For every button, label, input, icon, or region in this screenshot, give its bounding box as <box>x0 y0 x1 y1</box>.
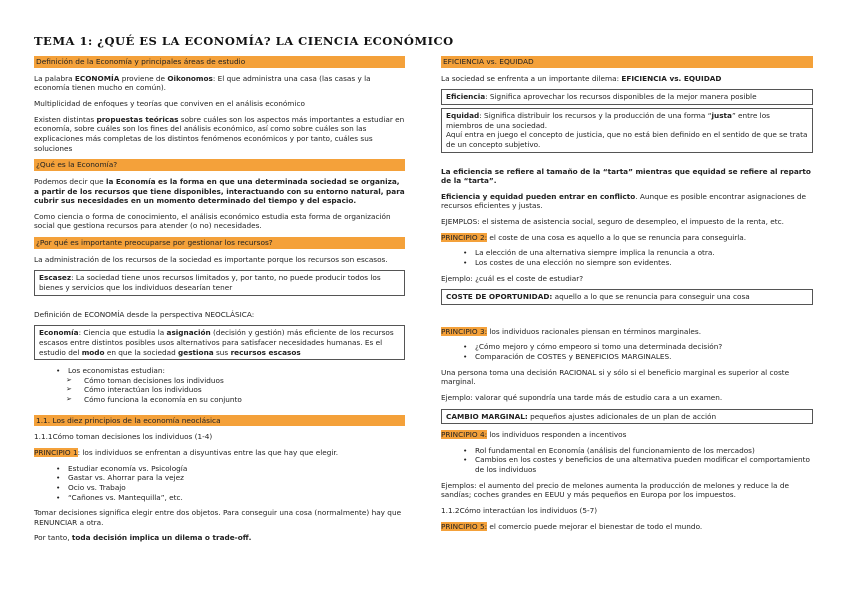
bold-text: gestiona <box>178 347 214 357</box>
list-item: • Rol fundamental en Economía (análisis del funcionamiento de los mercados) <box>463 446 813 456</box>
term: Eficiencia <box>446 92 486 102</box>
document-title: TEMA 1: ¿QUÉ ES LA ECONOMÍA? LA CIENCIA ECONÓMICO <box>34 34 454 48</box>
paragraph: Ejemplo: ¿cuál es el coste de estudiar? <box>441 273 584 283</box>
bold-text: justa <box>711 111 732 121</box>
text: Existen distintas <box>34 114 97 124</box>
text: . Aunque es posible encontrar asignaciones de recursos eficientes y justas. <box>441 191 806 211</box>
bold-text: asignación <box>166 328 211 338</box>
section-header: Definición de la Economía y principales áreas de estudio <box>34 56 405 68</box>
definition-box-escasez <box>34 270 405 295</box>
text: (decisión y gestión) más eficiente de los recursos escasos entre distintos posibles usos alternativos para satisfacer necesidades humanas. Es el estudio del <box>39 328 394 357</box>
definition-text: aquello a lo que se renuncia para conseguir una cosa <box>552 292 750 302</box>
paragraph <box>34 74 405 93</box>
text: el comercio puede mejorar el bienestar de todo el mundo. <box>487 521 703 531</box>
paragraph: La administración de los recursos de la sociedad es importante porque los recursos son escasos. <box>34 254 388 264</box>
definition-box-eficiencia <box>441 89 813 105</box>
text: : Significa distribuir los recursos y la producción de una forma “ <box>479 111 712 121</box>
list-item: • Cambios en los costes y beneficios de una alternativa pueden modificar el comportamiento de los individuos <box>463 455 813 474</box>
principle-1 <box>34 448 405 458</box>
list-item: • La elección de una alternativa siempre implica la renuncia a otra. <box>463 248 813 258</box>
principle-5 <box>441 522 813 532</box>
list-item: • Estudiar economía vs. Psicología <box>56 464 405 474</box>
list-item: • Gastar vs. Ahorrar para la vejez <box>56 473 405 483</box>
right-column <box>441 56 813 537</box>
paragraph: Ejemplos: el aumento del precio de melones aumenta la producción de melones y reduce la de sandías; coches grandes en EEUU y más pequeños en Europa por los impuestos. <box>441 480 789 500</box>
bullet-list <box>56 464 405 503</box>
list-item: ➢ Cómo toman decisiones los individuos <box>66 376 405 386</box>
bold-text: ECONOMÍA <box>74 73 120 83</box>
paragraph <box>441 167 813 186</box>
text: sus <box>213 347 231 357</box>
principle-2 <box>441 233 813 243</box>
paragraph <box>34 115 405 154</box>
text: : Ciencia que estudia la <box>78 328 167 338</box>
section-header: EFICIENCIA vs. EQUIDAD <box>441 56 813 68</box>
list-item: • Ocio vs. Trabajo <box>56 483 405 493</box>
left-column <box>34 56 405 549</box>
text: La sociedad se enfrenta a un importante dilema: <box>441 73 622 83</box>
bullet-list <box>56 366 405 376</box>
list-item: • Los economistas estudian: <box>56 366 405 376</box>
paragraph: EJEMPLOS: el sistema de asistencia social, seguro de desempleo, el impuesto de la renta, etc. <box>441 217 784 227</box>
paragraph: Ejemplo: valorar qué supondría una tarde más de estudio cara a un examen. <box>441 392 723 402</box>
paragraph <box>441 192 813 211</box>
list-item: ➢ Cómo funciona la economía en su conjunto <box>66 395 405 405</box>
paragraph: Definición de ECONOMÍA desde la perspectiva NEOCLÁSICA: <box>34 309 255 319</box>
principle-label: PRINCIPIO 2: <box>441 232 488 242</box>
arrow-list <box>66 376 405 405</box>
section-header: 1.1. Los diez principios de la economía neoclásica <box>34 415 405 427</box>
bold-text: propuestas teóricas <box>96 114 179 124</box>
definition-box-equidad <box>441 108 813 153</box>
definition-text: : Significa aprovechar los recursos disponibles de la mejor manera posible <box>485 92 757 102</box>
paragraph: Como ciencia o forma de conocimiento, el análisis económico estudia esta forma de organización social que gestiona recursos para atender (o no) necesidades. <box>34 211 391 231</box>
bold-text: Eficiencia y equidad pueden entrar en conflicto <box>441 191 636 201</box>
paragraph <box>441 74 813 84</box>
term: COSTE DE OPORTUNIDAD: <box>446 292 553 302</box>
text: Aquí entra en juego el concepto de justicia, que no está bien definido en el sentido de que se trata de un concepto subjetivo. <box>446 130 808 149</box>
bold-text: recursos escasos <box>230 347 301 357</box>
principle-label: PRINCIPIO 4: <box>441 430 488 440</box>
bold-text: EFICIENCIA vs. EQUIDAD <box>621 73 722 83</box>
paragraph: Tomar decisiones significa elegir entre dos objetos. Para conseguir una cosa (normalmente) hay que RENUNCIAR a otra. <box>34 508 402 527</box>
principle-label: PRINCIPIO 5: <box>441 521 488 531</box>
bullet-list <box>463 342 813 361</box>
paragraph: Una persona toma una decisión RACIONAL si y sólo si el beneficio marginal es superior al coste marginal. <box>441 367 790 387</box>
bullet-list <box>463 446 813 475</box>
term: Economía <box>39 328 79 338</box>
paragraph <box>34 177 405 206</box>
definition-box-coste-oportunidad <box>441 289 813 305</box>
bullet-list <box>463 248 813 267</box>
list-item: ➢ Cómo interactúan los individuos <box>66 385 405 395</box>
section-header: ¿Por qué es importante preocuparse por gestionar los recursos? <box>34 237 405 249</box>
text: los individuos racionales piensan en términos marginales. <box>487 326 702 336</box>
text: : El que administra una casa (las casas y la economía tienen mucho en común). <box>34 73 371 93</box>
paragraph <box>34 533 405 543</box>
term: Equidad <box>446 111 480 121</box>
term: Escasez <box>39 273 72 283</box>
text: sobre cuáles son los aspectos más importantes a estudiar en economía, sobre cuáles son los fines del análisis económico, así como sobre cuáles son las explicaciones más completas de los distintos fenómenos económicos y por tanto, cuáles sus soluciones <box>34 114 405 153</box>
principle-label: PRINCIPIO 3: <box>441 326 488 336</box>
list-item: • ¿Cómo mejoro y cómo empeoro si tomo una determinada decisión? <box>463 342 813 352</box>
bold-text: La eficiencia se refiere al tamaño de la “tarta” mientras que equidad se refiere al reparto de la “tarta”. <box>441 166 811 186</box>
section-header: ¿Qué es la Economía? <box>34 159 405 171</box>
subsection-title: 1.1.1Cómo toman decisiones los individuos (1-4) <box>34 432 213 442</box>
text: Podemos decir que <box>34 176 106 186</box>
definition-text: : La sociedad tiene unos recursos limitados y, por tanto, no puede producir todos los bienes y servicios que los individuos desearían tener <box>39 273 381 293</box>
text: proviene de <box>119 73 168 83</box>
text: Por tanto, <box>34 533 72 543</box>
bold-text: Oikonomos <box>167 73 213 83</box>
text: : los individuos se enfrentan a disyuntivas entre las que hay que elegir. <box>77 448 339 458</box>
list-item: • Los costes de una elección no siempre son evidentes. <box>463 258 813 268</box>
text: en que la sociedad <box>104 347 179 357</box>
principle-label: PRINCIPIO 1 <box>34 448 78 458</box>
bold-text: modo <box>81 347 105 357</box>
principle-4 <box>441 430 813 440</box>
list-item: • Comparación de COSTES y BENEFICIOS MARGINALES. <box>463 352 813 362</box>
text: el coste de una cosa es aquello a lo que se renuncia para conseguirla. <box>487 232 747 242</box>
subsection-title: 1.1.2Cómo interactúan los individuos (5-7) <box>441 505 598 515</box>
text: ” entre los miembros de una sociedad. <box>446 111 770 130</box>
list-item: • “Cañones vs. Mantequilla”, etc. <box>56 493 405 503</box>
term: CAMBIO MARGINAL: <box>446 411 528 421</box>
bold-text: la Economía es la forma en que una determinada sociedad se organiza, a partir de los recursos que tiene disponibles, interactuando con su entorno natural, para cubrir sus necesidades en un momento determinado del tiempo y del espacio. <box>34 176 405 206</box>
definition-box-economia <box>34 325 405 360</box>
definition-box-cambio-marginal <box>441 409 813 425</box>
text: los individuos responden a incentivos <box>487 430 627 440</box>
text: La palabra <box>34 73 75 83</box>
definition-text: pequeños ajustes adicionales de un plan de acción <box>527 411 717 421</box>
principle-3 <box>441 327 813 337</box>
paragraph: Multiplicidad de enfoques y teorías que conviven en el análisis económico <box>34 99 305 109</box>
bold-text: toda decisión implica un dilema o trade-off. <box>71 533 252 543</box>
